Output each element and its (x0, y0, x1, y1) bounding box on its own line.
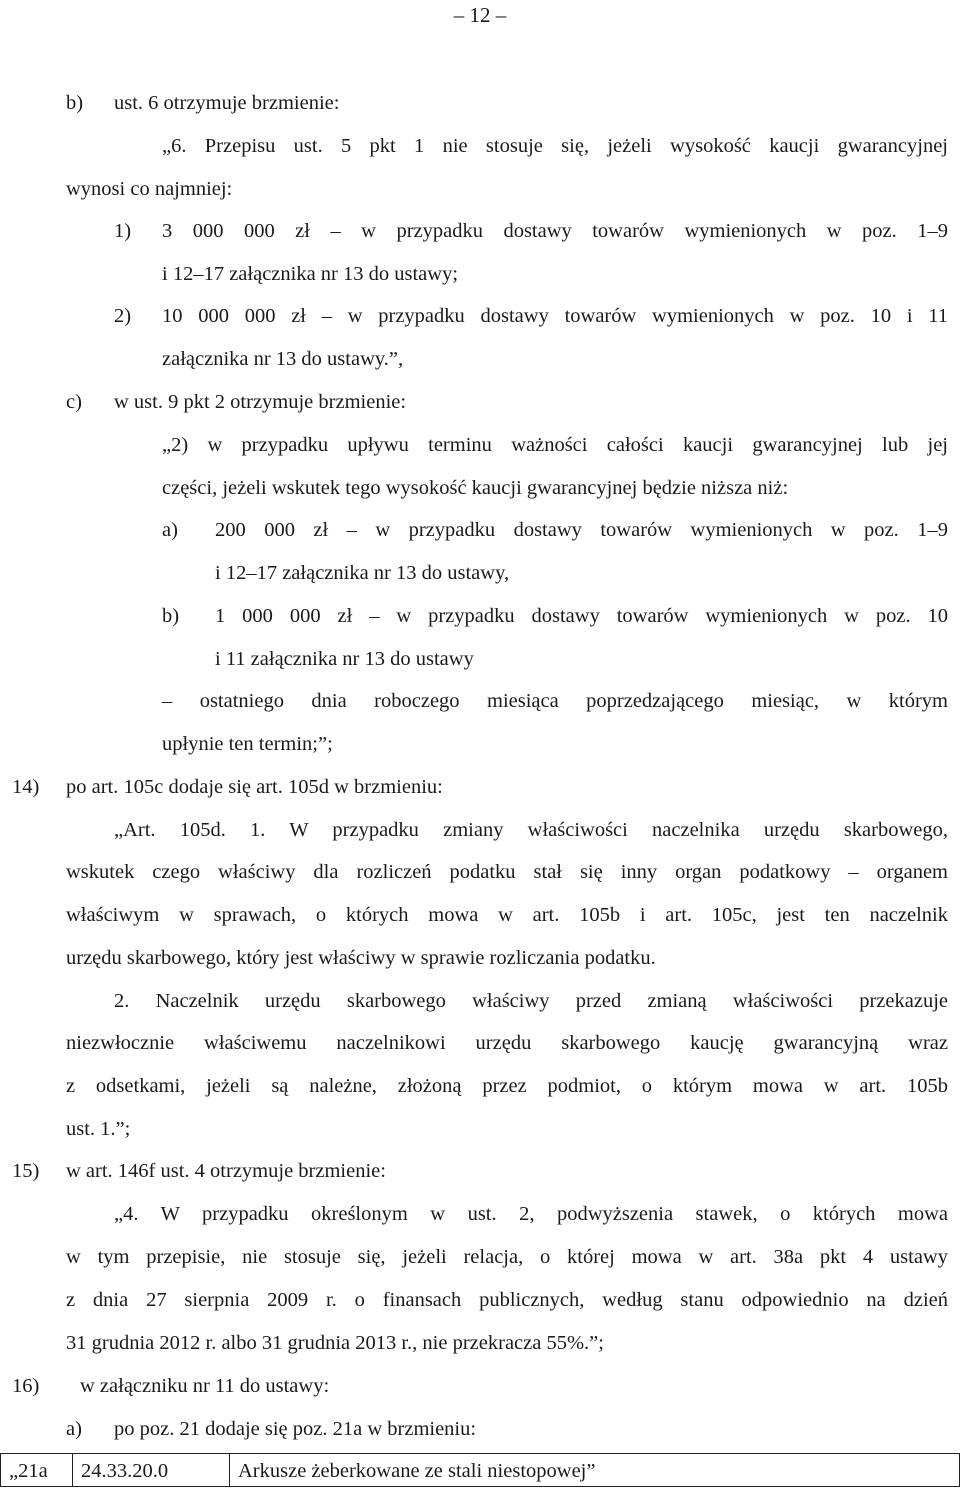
text-line: w załączniku nr 11 do ustawy: (80, 1375, 330, 1397)
table-cell: „21a (1, 1454, 73, 1487)
text-line: w art. 146f ust. 4 otrzymuje brzmienie: (66, 1160, 386, 1182)
text-line: 200 000 zł – w przypadku dostawy towarów wymienionych w poz. 1–9 (215, 519, 948, 541)
list-marker: 14) (12, 776, 40, 798)
table-row (1, 1454, 960, 1487)
text-line: 1 000 000 zł – w przypadku dostawy towarów wymienionych w poz. 10 (215, 605, 948, 627)
text-line: właściwym w sprawach, o których mowa w art. 105b i art. 105c, jest ten naczelnik (66, 904, 948, 926)
text-line: ust. 6 otrzymuje brzmienie: (114, 92, 340, 114)
text-line: 31 grudnia 2012 r. albo 31 grudnia 2013 r., nie przekracza 55%.”; (66, 1332, 604, 1354)
text-line: niezwłocznie właściwemu naczelnikowi urzędu skarbowego kaucję gwarancyjną wraz (66, 1032, 948, 1054)
list-marker: 15) (12, 1160, 40, 1182)
list-marker: 1) (114, 220, 132, 242)
text-line: „4. W przypadku określonym w ust. 2, podwyższenia stawek, o których mowa (114, 1203, 948, 1225)
text-line: załącznika nr 13 do ustawy.”, (162, 348, 404, 370)
text-line: 2. Naczelnik urzędu skarbowego właściwy przed zmianą właściwości przekazuje (114, 990, 948, 1012)
annex-table (0, 1453, 960, 1487)
text-line: i 11 załącznika nr 13 do ustawy (215, 648, 474, 670)
list-marker: 16) (12, 1375, 40, 1397)
text-line: 10 000 000 zł – w przypadku dostawy towarów wymienionych w poz. 10 i 11 (162, 305, 948, 327)
text-line: i 12–17 załącznika nr 13 do ustawy; (162, 263, 459, 285)
text-line: – ostatniego dnia roboczego miesiąca poprzedzającego miesiąc, w którym (162, 690, 948, 712)
text-line: „6. Przepisu ust. 5 pkt 1 nie stosuje się, jeżeli wysokość kaucji gwarancyjnej (162, 135, 948, 157)
list-marker: a) (162, 519, 178, 541)
text-line: i 12–17 załącznika nr 13 do ustawy, (215, 562, 510, 584)
text-line: części, jeżeli wskutek tego wysokość kaucji gwarancyjnej będzie niższa niż: (162, 477, 789, 499)
list-marker: c) (66, 391, 82, 413)
list-marker: b) (162, 605, 180, 627)
text-line: z dnia 27 sierpnia 2009 r. o finansach publicznych, według stanu odpowiednio na dzień (66, 1289, 948, 1311)
page-number: – 12 – (453, 3, 507, 27)
text-line: po art. 105c dodaje się art. 105d w brzmieniu: (66, 776, 443, 798)
text-line: wynosi co najmniej: (66, 178, 233, 200)
text-line: upłynie ten termin;”; (162, 733, 333, 755)
list-marker: 2) (114, 305, 132, 327)
list-marker: b) (66, 92, 84, 114)
text-line: w tym przepisie, nie stosuje się, jeżeli relacja, o której mowa w art. 38a pkt 4 ustawy (66, 1246, 948, 1268)
table-cell: 24.33.20.0 (73, 1454, 230, 1487)
text-line: urzędu skarbowego, który jest właściwy w sprawie rozliczania podatku. (66, 947, 656, 969)
table-cell: Arkusze żeberkowane ze stali niestopowej” (230, 1454, 960, 1487)
list-marker: a) (66, 1418, 82, 1440)
text-line: „2) w przypadku upływu terminu ważności całości kaucji gwarancyjnej lub jej (162, 434, 948, 456)
text-line: wskutek czego właściwy dla rozliczeń podatku stał się inny organ podatkowy – organem (66, 861, 948, 883)
text-line: po poz. 21 dodaje się poz. 21a w brzmieniu: (114, 1418, 477, 1440)
text-line: „Art. 105d. 1. W przypadku zmiany właściwości naczelnika urzędu skarbowego, (114, 819, 948, 841)
text-line: z odsetkami, jeżeli są należne, złożoną przez podmiot, o którym mowa w art. 105b (66, 1075, 948, 1097)
text-line: w ust. 9 pkt 2 otrzymuje brzmienie: (114, 391, 407, 413)
text-line: ust. 1.”; (66, 1118, 131, 1140)
text-line: 3 000 000 zł – w przypadku dostawy towarów wymienionych w poz. 1–9 (162, 220, 948, 242)
